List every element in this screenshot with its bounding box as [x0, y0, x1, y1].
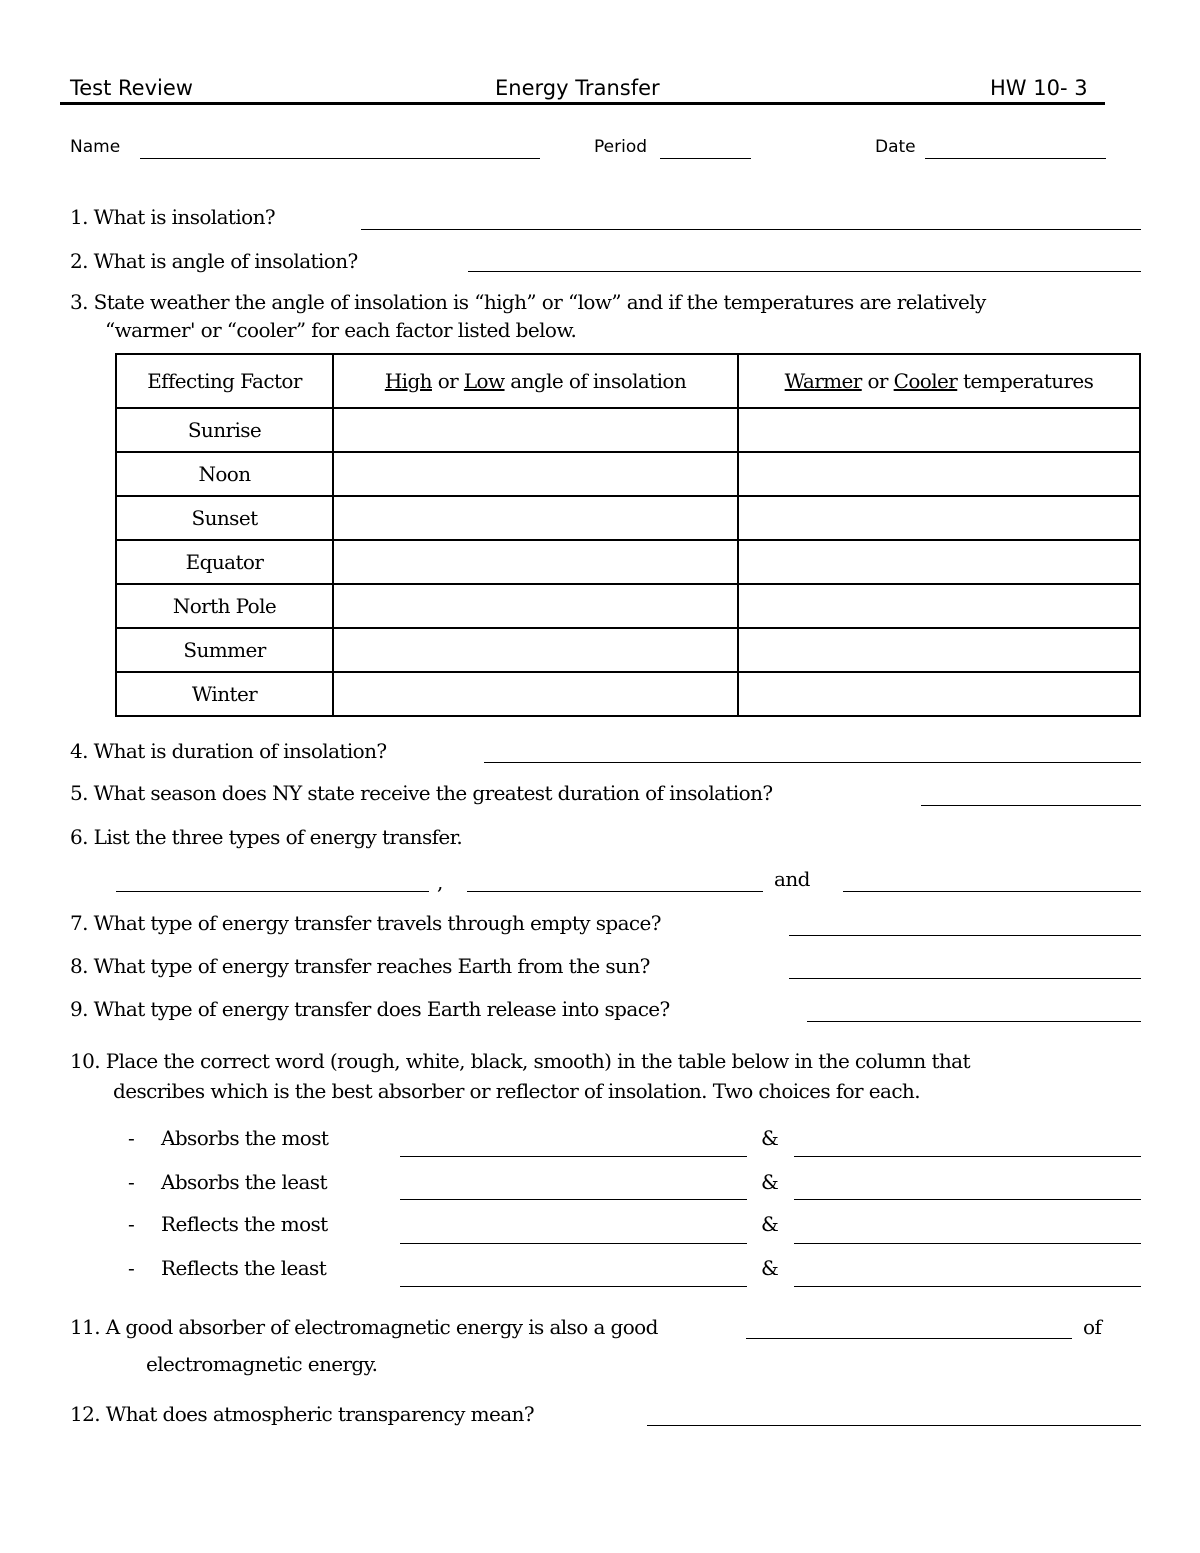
answer-line-6a[interactable] [116, 891, 429, 892]
question-4: 4. What is duration of insolation? [70, 739, 387, 763]
header-rule [60, 102, 1105, 105]
header-title: Energy Transfer [495, 76, 660, 100]
bullet: - [128, 1256, 135, 1280]
answer-line-10b[interactable] [794, 1156, 1141, 1157]
answer-line-6b[interactable] [467, 891, 763, 892]
bullet: - [128, 1212, 135, 1236]
answer-line-11[interactable] [746, 1338, 1072, 1339]
header-or-2: or [861, 369, 894, 393]
answer-line-10d[interactable] [794, 1199, 1141, 1200]
header-right: HW 10- 3 [990, 76, 1088, 100]
question-10-line-2: describes which is the best absorber or reflector of insolation. Two choices for each. [113, 1079, 920, 1103]
angle-answer-cell[interactable] [333, 584, 738, 628]
temperature-answer-cell[interactable] [738, 496, 1140, 540]
answer-line-6c[interactable] [843, 891, 1141, 892]
question-11-line-2: electromagnetic energy. [146, 1352, 378, 1376]
header-low: Low [463, 369, 505, 393]
header-temperature-rest: temperatures [957, 369, 1094, 393]
list-item-label: Absorbs the least [161, 1170, 327, 1194]
list-item-label: Reflects the most [161, 1212, 328, 1236]
question-5: 5. What season does NY state receive the greatest duration of insolation? [70, 781, 773, 805]
name-label: Name [70, 137, 121, 157]
date-field[interactable] [925, 158, 1106, 159]
header-effecting-factor: Effecting Factor [116, 354, 333, 408]
answer-line-9[interactable] [807, 1021, 1141, 1022]
factor-cell: Winter [116, 672, 333, 716]
insolation-table [115, 353, 1141, 717]
answer-line-4[interactable] [484, 762, 1141, 763]
ampersand: & [761, 1212, 779, 1236]
question-1: 1. What is insolation? [70, 205, 275, 229]
header-angle [333, 354, 738, 408]
answer-line-8[interactable] [789, 978, 1141, 979]
header-temperature [738, 354, 1140, 408]
answer-line-10g[interactable] [400, 1286, 747, 1287]
answer-line-2[interactable] [468, 271, 1141, 272]
of-label: of [1083, 1315, 1102, 1339]
question-11-line-1: 11. A good absorber of electromagnetic energy is also a good [70, 1315, 658, 1339]
angle-answer-cell[interactable] [333, 628, 738, 672]
header-warmer: Warmer [784, 369, 862, 393]
answer-line-10c[interactable] [400, 1199, 747, 1200]
question-7: 7. What type of energy transfer travels through empty space? [70, 911, 661, 935]
temperature-answer-cell[interactable] [738, 540, 1140, 584]
factor-cell: North Pole [116, 584, 333, 628]
answer-line-1[interactable] [361, 229, 1141, 230]
header-or-1: or [431, 369, 464, 393]
table-row [116, 584, 1140, 628]
question-3-line-2: “warmer' or “cooler” for each factor listed below. [105, 318, 577, 342]
question-6: 6. List the three types of energy transfer. [70, 825, 463, 849]
header-left: Test Review [70, 76, 193, 100]
angle-answer-cell[interactable] [333, 452, 738, 496]
answer-line-10e[interactable] [400, 1243, 747, 1244]
period-label: Period [594, 137, 648, 157]
table-row [116, 628, 1140, 672]
table-row [116, 672, 1140, 716]
factor-cell: Summer [116, 628, 333, 672]
ampersand: & [761, 1256, 779, 1280]
temperature-answer-cell[interactable] [738, 628, 1140, 672]
table-row [116, 496, 1140, 540]
header-cooler: Cooler [893, 369, 958, 393]
factor-cell: Equator [116, 540, 333, 584]
table-header-row [116, 354, 1140, 408]
bullet: - [128, 1170, 135, 1194]
angle-answer-cell[interactable] [333, 408, 738, 452]
answer-line-10h[interactable] [794, 1286, 1141, 1287]
table-row [116, 452, 1140, 496]
header-high: High [384, 369, 432, 393]
answer-line-12[interactable] [647, 1425, 1141, 1426]
angle-answer-cell[interactable] [333, 540, 738, 584]
temperature-answer-cell[interactable] [738, 672, 1140, 716]
period-field[interactable] [660, 158, 751, 159]
factor-cell: Noon [116, 452, 333, 496]
factor-cell: Sunrise [116, 408, 333, 452]
list-item-label: Reflects the least [161, 1256, 327, 1280]
angle-answer-cell[interactable] [333, 496, 738, 540]
temperature-answer-cell[interactable] [738, 452, 1140, 496]
table-row [116, 540, 1140, 584]
answer-line-10f[interactable] [794, 1243, 1141, 1244]
question-9: 9. What type of energy transfer does Earth release into space? [70, 997, 670, 1021]
question-8: 8. What type of energy transfer reaches Earth from the sun? [70, 954, 650, 978]
date-label: Date [875, 137, 916, 157]
answer-line-10a[interactable] [400, 1156, 747, 1157]
factor-cell: Sunset [116, 496, 333, 540]
question-10-line-1: 10. Place the correct word (rough, white, black, smooth) in the table below in the column that [70, 1049, 970, 1073]
answer-line-5[interactable] [921, 805, 1141, 806]
ampersand: & [761, 1126, 779, 1150]
temperature-answer-cell[interactable] [738, 584, 1140, 628]
question-2: 2. What is angle of insolation? [70, 249, 358, 273]
comma-separator: , [437, 870, 443, 894]
table-row [116, 408, 1140, 452]
name-field[interactable] [140, 158, 540, 159]
question-12: 12. What does atmospheric transparency mean? [70, 1402, 534, 1426]
temperature-answer-cell[interactable] [738, 408, 1140, 452]
answer-line-7[interactable] [789, 935, 1141, 936]
angle-answer-cell[interactable] [333, 672, 738, 716]
question-3-line-1: 3. State weather the angle of insolation is “high” or “low” and if the temperatures are relatively [70, 290, 986, 314]
header-angle-rest: angle of insolation [504, 369, 687, 393]
ampersand: & [761, 1170, 779, 1194]
bullet: - [128, 1126, 135, 1150]
list-item-label: Absorbs the most [161, 1126, 329, 1150]
and-label: and [774, 867, 810, 891]
